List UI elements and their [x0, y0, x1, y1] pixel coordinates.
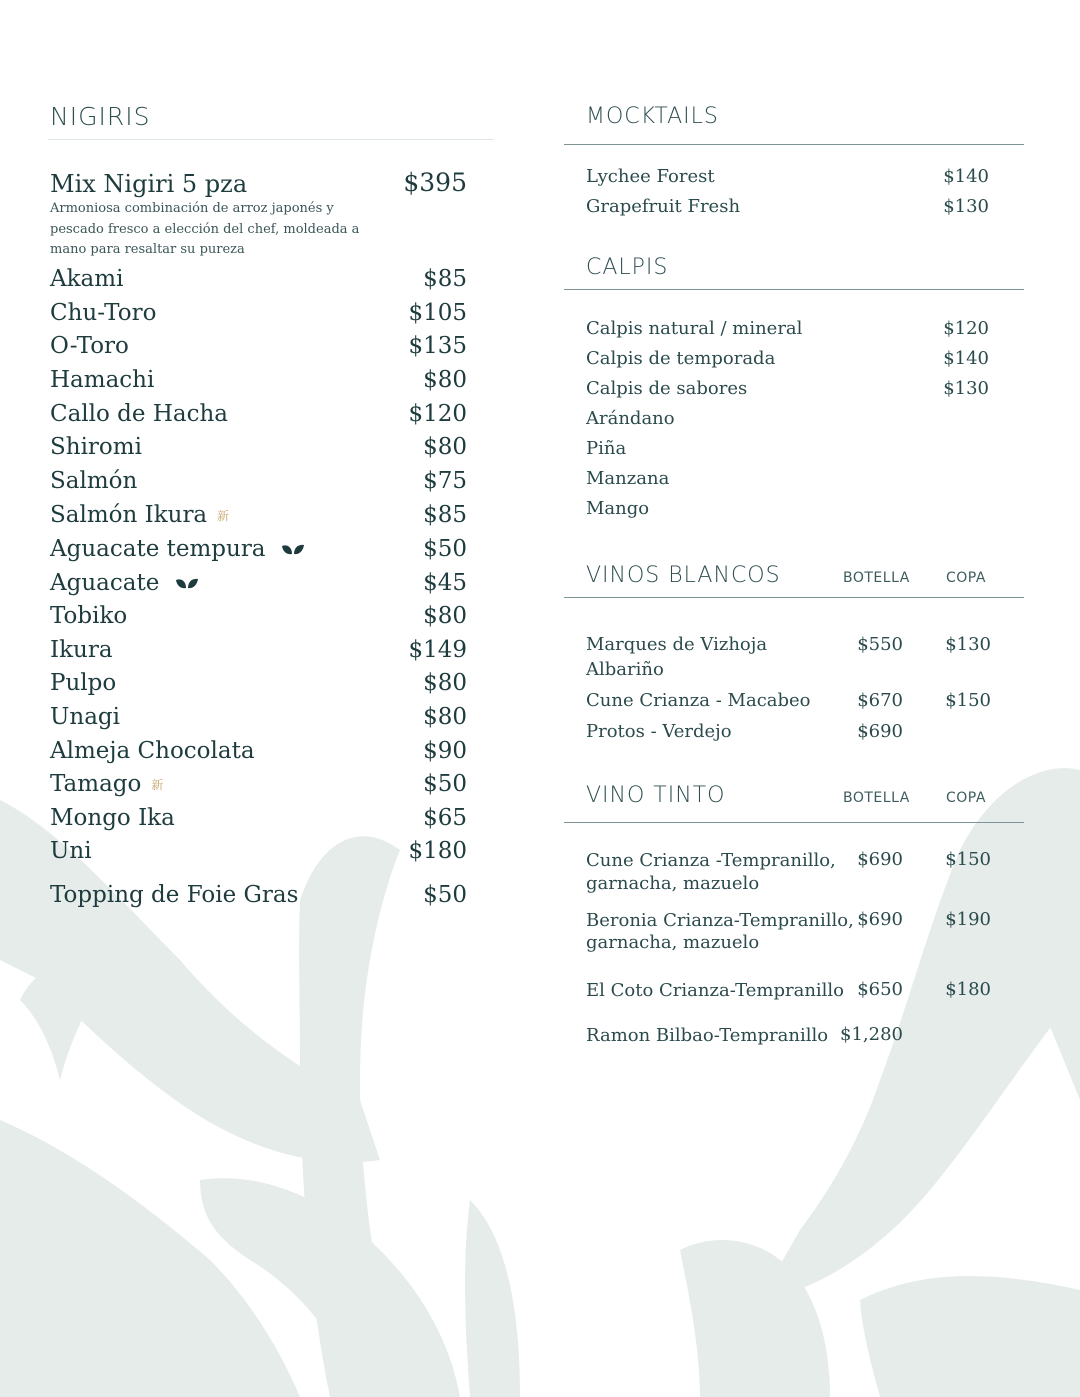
copa-column-header: COPA: [946, 790, 986, 806]
wine-bottle-price: $690: [857, 849, 903, 870]
nigiri-item-price: $149: [408, 637, 467, 663]
nigiri-item-name: Aguacate: [50, 570, 160, 596]
wine-bottle-price: $1,280: [840, 1024, 903, 1045]
wine-name: Ramon Bilbao-Tempranillo: [586, 1025, 829, 1046]
vino-tinto-divider: [564, 822, 1024, 823]
nigiri-item-price: $180: [408, 838, 467, 864]
calpis-name: Calpis de sabores: [586, 378, 748, 399]
wine-glass-price: $190: [945, 909, 991, 930]
vino-tinto-title: VINO TINTO: [586, 783, 726, 808]
nigiri-item-name: Hamachi: [50, 367, 155, 393]
wine-name-line2: Albariño: [586, 659, 664, 680]
nigiri-item-price: $50: [423, 771, 467, 797]
topping-name: Topping de Foie Gras: [50, 882, 299, 908]
wine-bottle-price: $550: [857, 634, 903, 655]
nigiri-item-name: O-Toro: [50, 333, 129, 359]
nigiris-title: NIGIRIS: [50, 102, 151, 131]
calpis-flavor: Arándano: [586, 408, 675, 429]
nigiri-item-price: $90: [423, 738, 467, 764]
mocktails-title: MOCKTAILS: [586, 104, 719, 129]
calpis-price: $120: [943, 318, 989, 339]
mix-nigiri-description: Armoniosa combinación de arroz japonés y pescado fresco a elección del chef, moldeada a mano para resaltar su pureza: [50, 201, 360, 257]
wine-name-line2: garnacha, mazuelo: [586, 873, 760, 894]
nigiri-item-price: $50: [423, 536, 467, 562]
nigiri-item-price: $135: [408, 333, 467, 359]
wine-name: Cune Crianza - Macabeo: [586, 690, 811, 711]
wine-name: Marques de Vizhoja: [586, 634, 768, 655]
nigiri-item-name: Akami: [50, 266, 124, 292]
calpis-flavor: Piña: [586, 438, 627, 459]
nigiri-item-price: $45: [423, 570, 467, 596]
mix-nigiri-price: $395: [403, 168, 467, 197]
wine-name: Protos - Verdejo: [586, 721, 732, 742]
calpis-name: Calpis de temporada: [586, 348, 776, 369]
nigiri-item-name: Unagi: [50, 704, 120, 730]
leaf-icon: [175, 571, 199, 597]
botella-column-header: BOTELLA: [843, 570, 910, 586]
nigiri-item-price: $85: [423, 266, 467, 292]
new-kanji-badge: 新: [217, 509, 230, 523]
vinos-blancos-divider: [564, 597, 1024, 598]
vinos-blancos-title: VINOS BLANCOS: [586, 563, 781, 588]
nigiri-item-price: $80: [423, 367, 467, 393]
nigiri-item-price: $65: [423, 805, 467, 831]
nigiri-item-row: [50, 502, 229, 529]
nigiri-item-name: Aguacate tempura: [50, 536, 266, 562]
botella-column-header: BOTELLA: [843, 790, 910, 806]
wine-glass-price: $150: [945, 849, 991, 870]
nigiris-divider: [48, 139, 494, 140]
nigiri-item-name: Pulpo: [50, 670, 117, 696]
leaf-icon: [281, 537, 305, 563]
calpis-flavor: Mango: [586, 498, 650, 519]
wine-name: Cune Crianza -Tempranillo,: [586, 850, 836, 871]
calpis-price: $130: [943, 378, 989, 399]
nigiri-item-price: $120: [408, 401, 467, 427]
wine-bottle-price: $690: [857, 909, 903, 930]
nigiri-item-price: $80: [423, 603, 467, 629]
nigiri-item-name: Uni: [50, 838, 92, 864]
nigiri-item-name: Ikura: [50, 637, 113, 663]
nigiri-item-price: $85: [423, 502, 467, 528]
wine-glass-price: $150: [945, 690, 991, 711]
nigiri-item-row: [50, 570, 199, 597]
nigiri-item-name: Salmón: [50, 468, 138, 494]
calpis-title: CALPIS: [586, 255, 669, 280]
nigiri-item-name: Almeja Chocolata: [50, 738, 255, 764]
new-kanji-badge: 新: [151, 778, 164, 792]
nigiri-item-name: Tamago: [50, 771, 142, 797]
nigiri-item-name: Mongo Ika: [50, 805, 175, 831]
nigiri-item-name: Callo de Hacha: [50, 401, 229, 427]
wine-name: Beronia Crianza-Tempranillo,: [586, 910, 854, 931]
calpis-flavor: Manzana: [586, 468, 670, 489]
nigiri-item-name: Tobiko: [50, 603, 128, 629]
nigiri-item-price: $75: [423, 468, 467, 494]
wine-glass-price: $130: [945, 634, 991, 655]
nigiri-item-row: [50, 771, 163, 798]
wine-bottle-price: $650: [857, 979, 903, 1000]
mocktail-price: $140: [943, 166, 989, 187]
wine-name: El Coto Crianza-Tempranillo: [586, 980, 845, 1001]
calpis-price: $140: [943, 348, 989, 369]
wine-bottle-price: $670: [857, 690, 903, 711]
wine-name-line2: garnacha, mazuelo: [586, 932, 760, 953]
calpis-divider: [564, 289, 1024, 290]
nigiri-item-price: $80: [423, 434, 467, 460]
wine-glass-price: $180: [945, 979, 991, 1000]
mocktail-name: Grapefruit Fresh: [586, 196, 741, 217]
nigiri-item-name: Chu-Toro: [50, 300, 157, 326]
mocktails-divider: [564, 144, 1024, 145]
mocktail-name: Lychee Forest: [586, 166, 715, 187]
calpis-name: Calpis natural / mineral: [586, 318, 803, 339]
wine-bottle-price: $690: [857, 721, 903, 742]
mix-nigiri-name: Mix Nigiri 5 pza: [50, 170, 248, 198]
mocktail-price: $130: [943, 196, 989, 217]
topping-price: $50: [423, 882, 467, 908]
nigiri-item-name: Salmón Ikura: [50, 502, 208, 528]
nigiri-item-price: $80: [423, 704, 467, 730]
nigiri-item-name: Shiromi: [50, 434, 142, 460]
nigiri-item-price: $105: [408, 300, 467, 326]
nigiri-item-row: [50, 536, 305, 563]
nigiri-item-price: $80: [423, 670, 467, 696]
copa-column-header: COPA: [946, 570, 986, 586]
